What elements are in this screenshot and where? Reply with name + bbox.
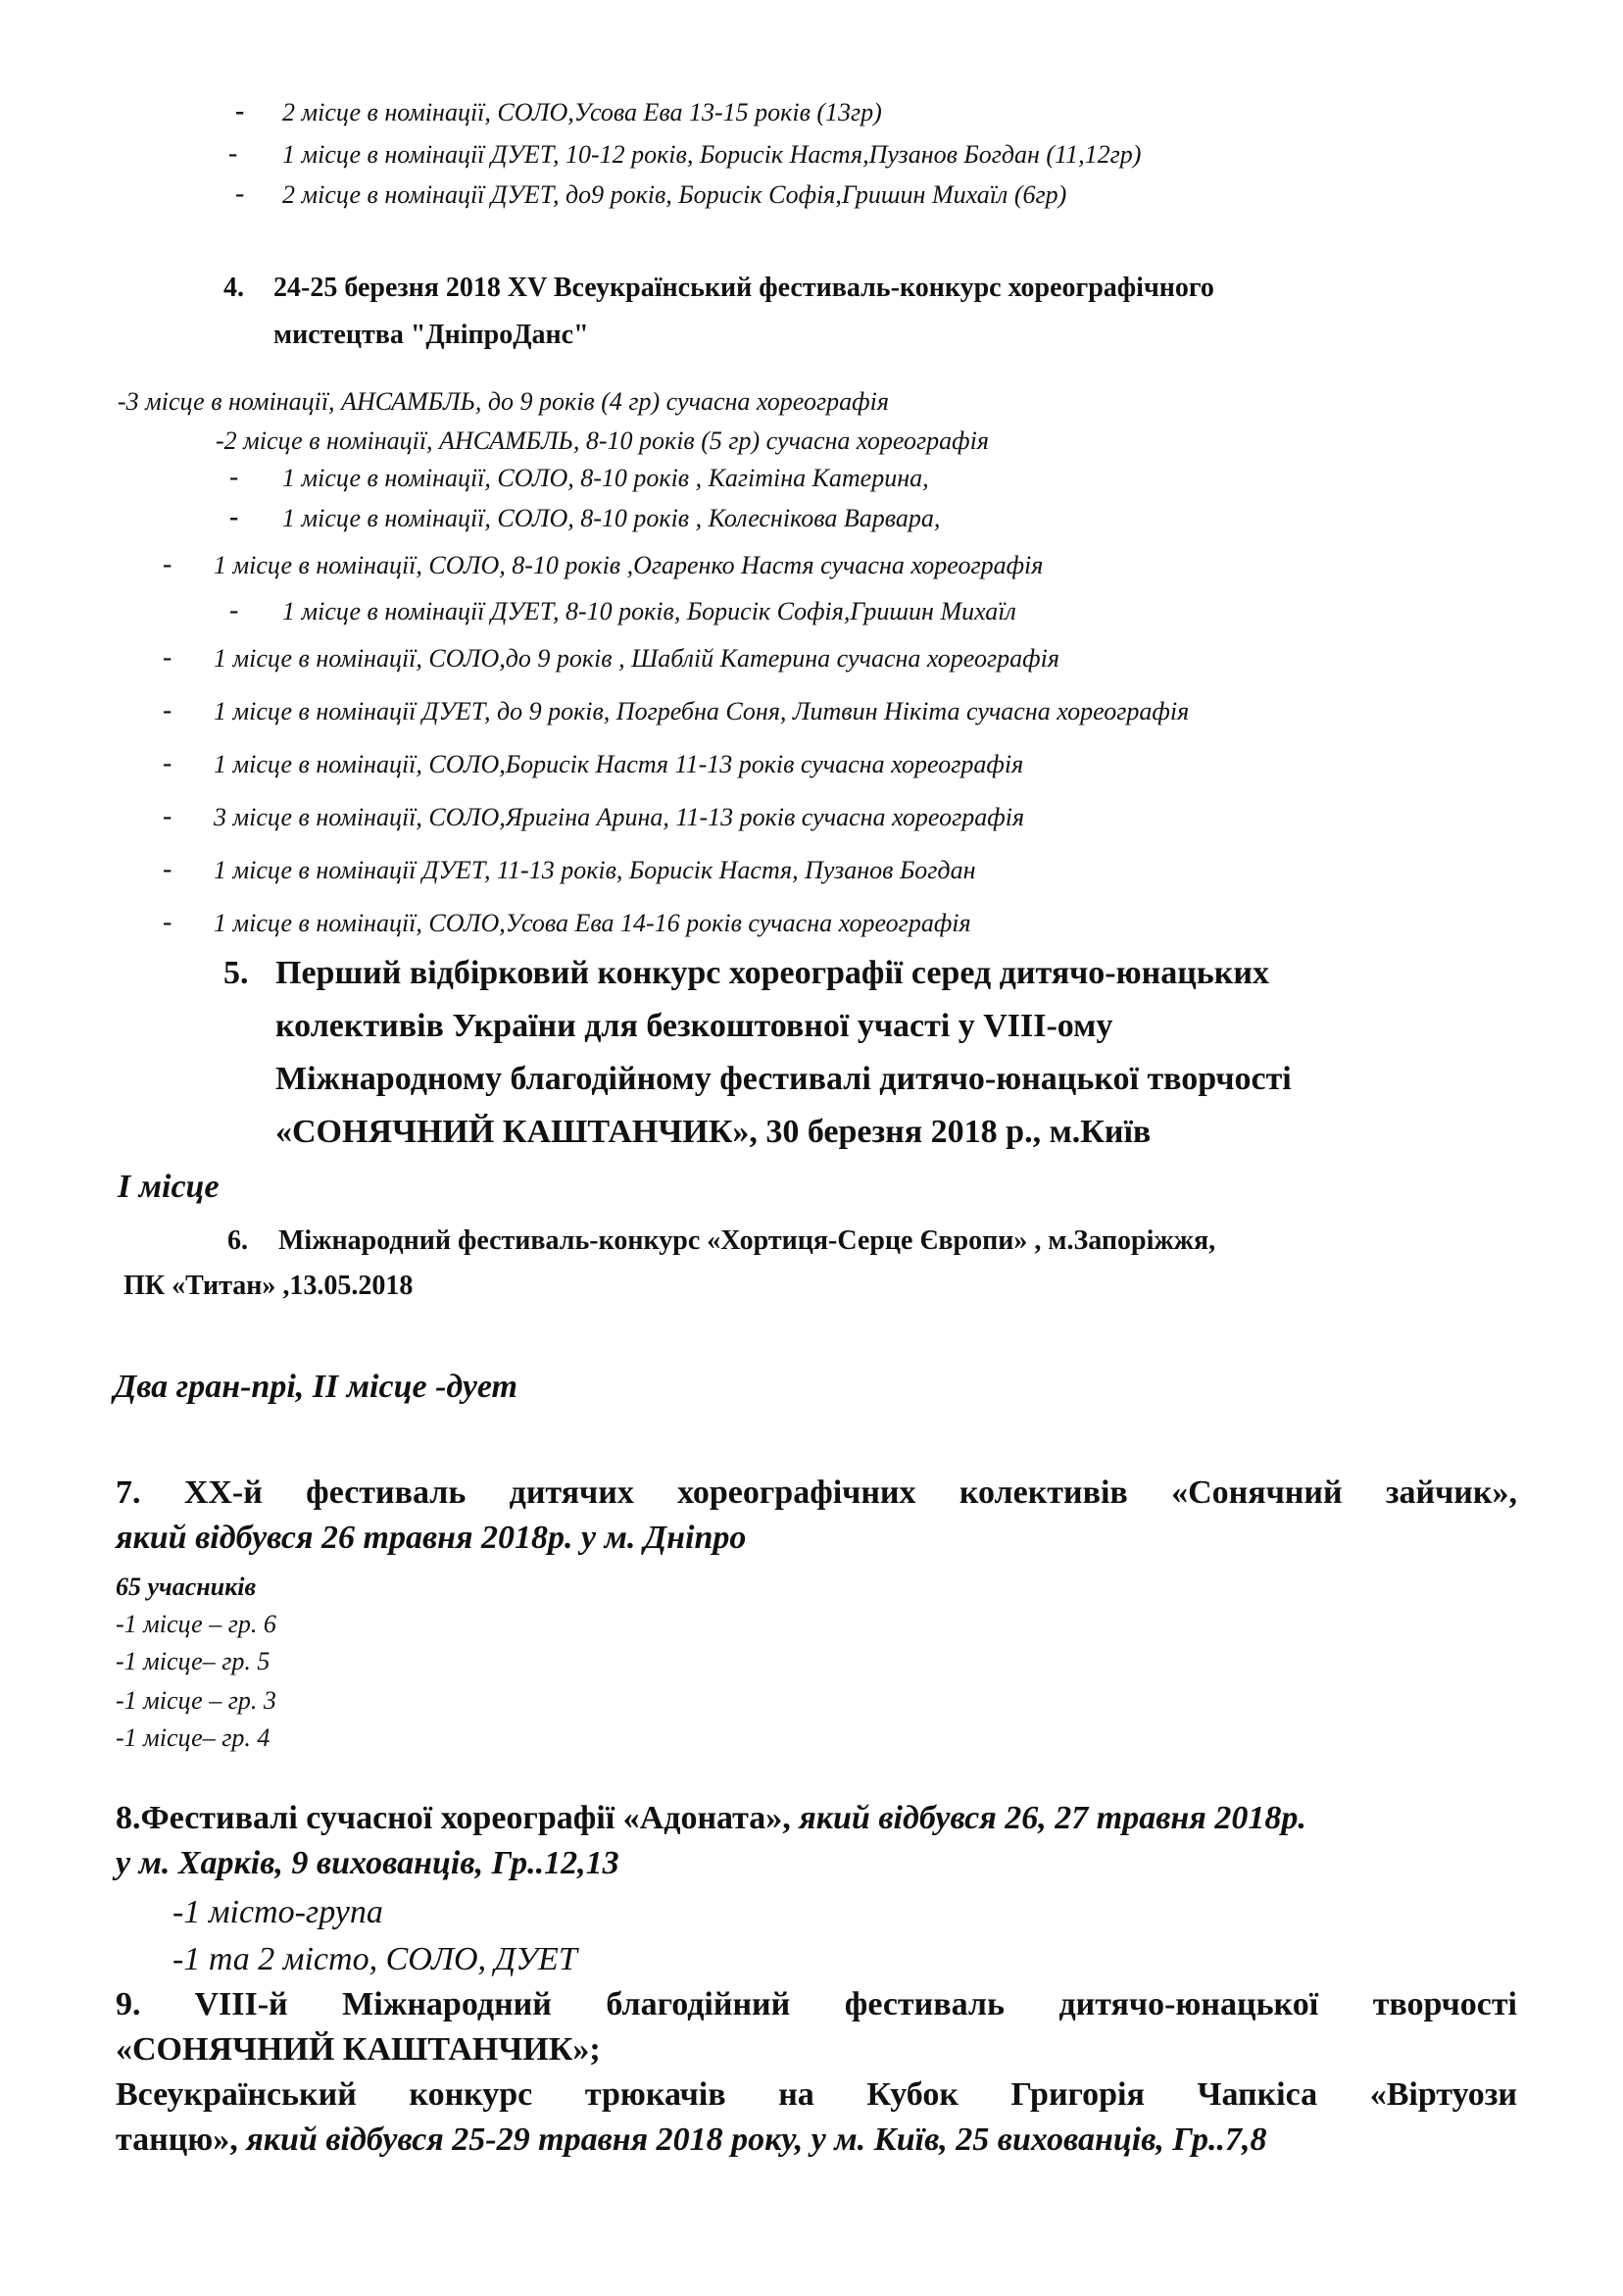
section-6-title-cont: ПК «Титан» ,13.05.2018 [123,1271,414,1301]
section-8-result: -1 та 2 місто, СОЛО, ДУЕТ [172,1941,577,1977]
section-8-title-cont: у м. Харків, 9 вихованців, Гр..12,13 [116,1845,619,1881]
section-7-participants: 65 учасників [116,1572,257,1601]
section-4-title-cont: мистецтва "ДніпроДанс" [273,320,589,350]
section-7-result: -1 місце – гр. 6 [116,1610,276,1638]
section-9-subtitle: Всеукраїнський конкурс трюкачів на Кубок Григорія Чапкіса «Віртуози [116,2076,1517,2113]
section-9-title-cont: «СОНЯЧНИЙ КАШТАНЧИК»; [116,2031,601,2068]
section-6-result: Два гран-прі, ІІ місце -дует [114,1369,518,1405]
section-6-title: Міжнародний фестиваль-конкурс «Хортиця-Серце Європи» , м.Запоріжжя, [278,1225,1216,1256]
list-item: -2 місце в номінації, АНСАМБЛЬ, 8-10 років (5 гр) сучасна хореографія [216,426,989,455]
section-7-title: 7. XX-й фестиваль дитячих хореографічних колективів «Сонячний зайчик», [116,1474,1517,1511]
section-5-number: 5. [223,955,249,991]
section-5-result: І місце [118,1169,220,1205]
list-item: -3 місце в номінації, АНСАМБЛЬ, до 9 років (4 гр) сучасна хореографія [118,387,889,416]
section-9-subtitle-cont: танцю», який відбувся 25-29 травня 2018 року, у м. Київ, 25 вихованців, Гр..7,8 [116,2121,1267,2158]
section-5-title-cont: колективів України для безкоштовної участі у VIII-ому [275,1008,1113,1044]
section-7-result: -1 місце– гр. 5 [116,1647,270,1675]
section-8-title: 8.Фестивалі сучасної хореографії «Адоната», який відбувся 26, 27 травня 2018р. [116,1800,1306,1836]
section-4-title: 24-25 березня 2018 XV Всеукраїнський фестиваль-конкурс хореографічного [273,273,1214,303]
section-8-result: -1 місто-група [172,1894,383,1930]
section-5-title: Перший відбірковий конкурс хореографії серед дитячо-юнацьких [275,955,1269,991]
section-7-result: -1 місце – гр. 3 [116,1686,276,1715]
section-5-title-cont: Міжнародному благодійному фестивалі дитячо-юнацької творчості [275,1061,1292,1097]
document-page: - 2 місце в номінації, СОЛО,Усова Ева 13-15 років (13гр) - 1 місце в номінації ДУЕТ, 10-12 років, Борисік Настя,Пузанов Богдан (11,12гр) - 2 місце в номінації ДУЕТ, до9 років, Борисік Софія,Гришин Михаїл (6гр) 4. 24-25 березня 2018 XV Всеукраїнський фестиваль-конкурс хореографічного мистецтва "ДніпроДанс" -3 місце в номінації, АНСАМБЛЬ, до 9 років (4 гр) сучасна хореографія -2 місце в номінації, АНСАМБЛЬ, 8-10 років (5 гр) сучасна хореографія - 1 місце в номінації, СОЛО, 8-10 років , Кагітіна Катерина, - 1 місце в номінації, СОЛО, 8-10 років , Колеснікова Варвара, - 1 місце в номінації, СОЛО, 8-10 років ,Огаренко Настя сучасна хореографія - 1 місце в номінації ДУЕТ, 8-10 років, Борисік Софія,Гришин Михаїл - 1 місце в номінації, СОЛО,до 9 років , Шаблій Катерина сучасна хореографія - 1 місце в номінації ДУЕТ, до 9 років, Погребна Соня, Литвин Нікіта сучасна хореографія - 1 місце в номінації, СОЛО,Борисік Настя 11-13 років сучасна хореографія - 3 місце в номінації, СОЛО,Яригіна Арина, 11-13 років сучасна хореографія - 1 місце в номінації ДУЕТ, 11-13 років, Борисік Настя, Пузанов Богдан - 1 місце в номінації, СОЛО,Усова Ева 14-16 років сучасна хореографія 5. Перший відбірковий конкурс хореографії серед дитячо-юнацьких колективів України для безкоштовної участі у VIII-ому Міжнародному благодійному фестивалі дитячо-юнацької творчості «СОНЯЧНИЙ КАШТАНЧИК», 30 березня 2018 р., м.Київ І місце 6. Міжнародний фестиваль-конкурс «Хортиця-Серце Європи» , м.Запоріжжя, ПК «Титан» ,13.05.2018 Два гран-прі, ІІ місце -дует 7. XX-й фестиваль дитячих хореографічних колективів «Сонячний зайчик», який відбувся 26 травня 2018р. у м. Дніпро 65 учасників -1 місце – гр. 6 -1 місце– гр. 5 -1 місце – гр. 3 -1 місце– гр. 4 8.Фестивалі сучасної хореографії «Адоната», який відбувся 26, 27 травня 2018р. у м. Харків, 9 вихованців, Гр..12,13 -1 місто-група -1 та 2 місто, СОЛО, ДУЕТ 9. VIII-й Міжнародний благодійний фестиваль дитячо-юнацької творчості «СОНЯЧНИЙ КАШТАНЧИК»; Всеукраїнський конкурс трюкачів на Кубок Григорія Чапкіса «Віртуози танцю», який відбувся 25-29 травня 2018 року, у м. Київ, 25 вихованців, Гр..7,8 [114,96,1517,2158]
section-6-number: 6. [227,1225,248,1256]
section-5-title-cont: «СОНЯЧНИЙ КАШТАНЧИК», 30 березня 2018 р., м.Київ [275,1114,1152,1150]
section-9-title: 9. VIII-й Міжнародний благодійний фестиваль дитячо-юнацької творчості [116,1986,1517,2022]
section-7-result: -1 місце– гр. 4 [116,1723,270,1752]
section-7-title-cont: який відбувся 26 травня 2018р. у м. Дніпро [116,1520,747,1556]
section-4-number: 4. [223,273,244,303]
